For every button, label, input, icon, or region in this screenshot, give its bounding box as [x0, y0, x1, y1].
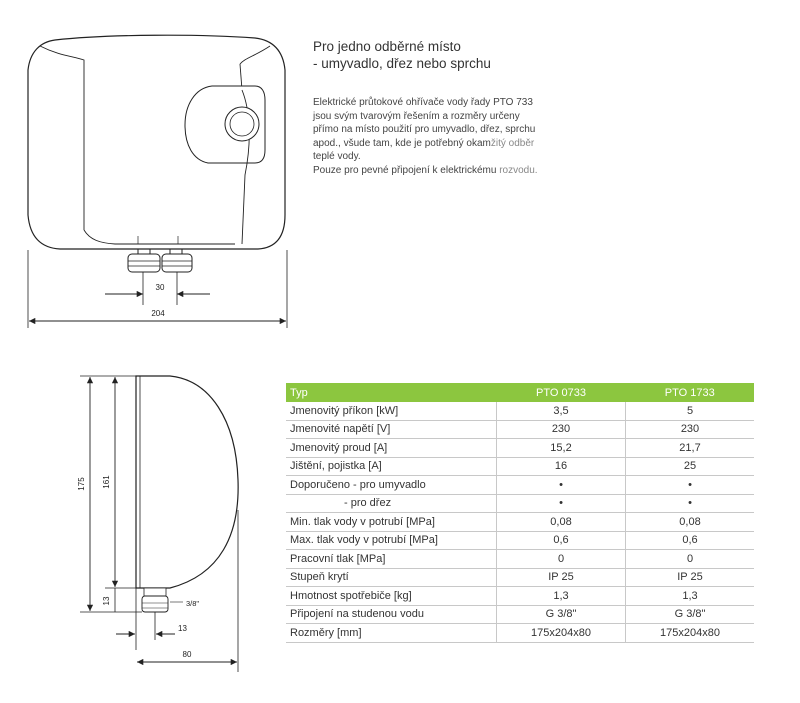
header-model-2: PTO 1733 [626, 383, 755, 402]
table-row: Hmotnost spotřebiče [kg] 1,3 1,3 [286, 587, 754, 606]
table-row: Jištění, pojistka [A] 16 25 [286, 457, 754, 476]
desc-line: přímo na místo použití pro umyvadlo, dřez, sprchu [313, 124, 536, 136]
dim-height-body: 161 [102, 475, 111, 489]
table-row: Doporučeno - pro umyvadlo • • [286, 476, 754, 495]
table-row: - pro dřez • • [286, 494, 754, 513]
connector-label: 3/8" [186, 599, 200, 608]
table-row: Jmenovitý proud [A] 15,2 21,7 [286, 439, 754, 458]
dim-connector-height: 13 [102, 596, 111, 606]
table-row: Jmenovité napětí [V] 230 230 [286, 420, 754, 439]
front-view-drawing [0, 0, 300, 340]
desc-line: teplé vody. [313, 151, 361, 163]
product-description [313, 96, 613, 178]
dim-height-total: 175 [77, 477, 86, 491]
dim-width: 204 [151, 309, 165, 318]
heading-line-2: - umyvadlo, dřez nebo sprchu [313, 56, 491, 71]
table-row: Min. tlak vody v potrubí [MPa] 0,08 0,08 [286, 513, 754, 532]
spec-table [286, 383, 754, 643]
header-model-1: PTO 0733 [497, 383, 626, 402]
dim-depth: 80 [182, 650, 192, 659]
table-row: Připojení na studenou vodu G 3/8" G 3/8" [286, 605, 754, 624]
desc-line: Elektrické průtokové ohřívače vody řady PTO 733 [313, 97, 533, 108]
header-type: Typ [286, 383, 497, 402]
spec-header-row [286, 383, 754, 402]
product-heading [313, 38, 613, 72]
side-connector [142, 588, 168, 612]
table-row: Stupeň krytí IP 25 IP 25 [286, 568, 754, 587]
desc-line: apod., všude tam, kde je potřebný okamžitý odběr [313, 137, 535, 149]
desc-line: Pouze pro pevné připojení k elektrickému rozvodu. [313, 164, 538, 176]
dim-connector-depth: 13 [178, 624, 187, 633]
desc-line: jsou svým tvarovým řešením a rozměry určeny [313, 110, 520, 122]
table-row: Jmenovitý příkon [kW] 3,5 5 [286, 402, 754, 420]
heater-side-body [136, 376, 238, 588]
heading-line-1: Pro jedno odběrné místo [313, 39, 461, 54]
table-row: Max. tlak vody v potrubí [MPa] 0,6 0,6 [286, 531, 754, 550]
table-row: Rozměry [mm] 175x204x80 175x204x80 [286, 624, 754, 643]
table-row: Pracovní tlak [MPa] 0 0 [286, 550, 754, 569]
side-view-drawing [60, 360, 275, 680]
dim-inlet-spacing: 30 [155, 283, 165, 292]
